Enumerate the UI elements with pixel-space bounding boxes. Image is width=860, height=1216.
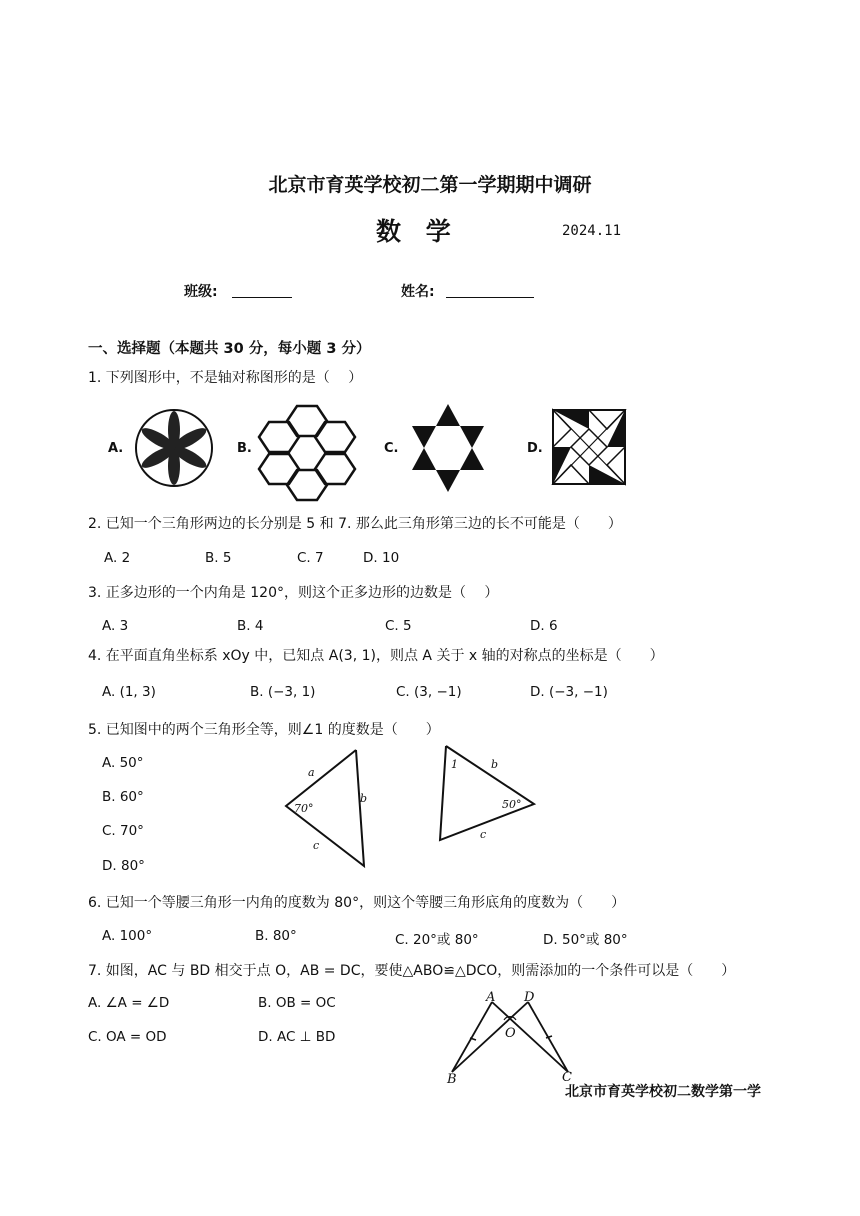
point-c-label: C <box>562 1070 572 1085</box>
q5-option-b: B. 60° <box>102 789 144 805</box>
q5-option-a: A. 50° <box>102 755 144 771</box>
angle-1-label: 1 <box>451 758 458 771</box>
q3-option-a: A. 3 <box>102 618 129 634</box>
q7-option-b: B. OB = OC <box>258 995 336 1011</box>
q5-option-d: D. 80° <box>102 858 145 874</box>
q6-option-c: C. 20°或 80° <box>395 932 479 948</box>
q6-option-b: B. 80° <box>255 928 297 944</box>
q1-option-c-label: C. <box>384 441 399 456</box>
q3-option-b: B. 4 <box>237 618 264 634</box>
question-5: 5. 已知图中的两个三角形全等，则∠1 的度数是（ ） <box>88 722 440 738</box>
star-figure <box>408 402 488 494</box>
question-3: 3. 正多边形的一个内角是 120°，则这个正多边形的边数是（ ） <box>88 585 499 601</box>
q4-option-b: B. (−3, 1) <box>250 684 316 700</box>
q2-option-a: A. 2 <box>104 550 131 566</box>
point-o-label: O <box>505 1026 516 1041</box>
class-blank[interactable] <box>232 279 292 298</box>
side-c-label: c <box>313 839 320 852</box>
flower-figure <box>134 408 214 488</box>
q4-option-a: A. (1, 3) <box>102 684 156 700</box>
q3-option-d: D. 6 <box>530 618 558 634</box>
question-7: 7. 如图，AC 与 BD 相交于点 O，AB = DC，要使△ABO≌△DCO，则需添加的一个条件可以是（ ） <box>88 963 736 979</box>
class-label: 班级: <box>184 284 218 300</box>
point-d-label: D <box>524 990 535 1005</box>
question-2: 2. 已知一个三角形两边的长分别是 5 和 7. 那么此三角形第三边的长不可能是（ ） <box>88 516 622 532</box>
q2-option-c: C. 7 <box>297 550 324 566</box>
footer-text: 北京市育英学校初二数学第一学 <box>565 1084 761 1100</box>
exam-date: 2024.11 <box>562 223 622 239</box>
question-6: 6. 已知一个等腰三角形一内角的度数为 80°，则这个等腰三角形底角的度数为（ ） <box>88 895 626 911</box>
name-label: 姓名: <box>401 284 435 300</box>
hexagon-ring-figure <box>260 404 355 494</box>
point-a-label: A <box>486 990 496 1005</box>
q4-option-d: D. (−3, −1) <box>530 684 608 700</box>
side-c2-label: c <box>480 828 487 841</box>
q7-option-d: D. AC ⊥ BD <box>258 1029 336 1045</box>
side-b2-label: b <box>491 758 499 771</box>
q2-option-d: D. 10 <box>363 550 400 566</box>
q4-option-c: C. (3, −1) <box>396 684 462 700</box>
exam-title: 北京市育英学校初二第一学期期中调研 <box>268 174 592 196</box>
angle-50-label: 50° <box>502 798 522 811</box>
subject-title: 数 学 <box>376 217 459 246</box>
question-1: 1. 下列图形中，不是轴对称图形的是（ ） <box>88 370 363 386</box>
angle-70-label: 70° <box>294 802 314 815</box>
q1-option-b-label: B. <box>237 441 252 456</box>
pinwheel-figure <box>552 409 626 485</box>
q2-option-b: B. 5 <box>205 550 232 566</box>
section-heading: 一、选择题（本题共 30 分，每小题 3 分） <box>88 341 371 357</box>
q5-option-c: C. 70° <box>102 823 144 839</box>
side-b-label: b <box>360 792 368 805</box>
q7-option-c: C. OA = OD <box>88 1029 167 1045</box>
q6-option-d: D. 50°或 80° <box>543 932 628 948</box>
q3-option-c: C. 5 <box>385 618 412 634</box>
q7-option-a: A. ∠A = ∠D <box>88 995 170 1011</box>
point-b-label: B <box>447 1072 457 1087</box>
q6-option-a: A. 100° <box>102 928 153 944</box>
question-4: 4. 在平面直角坐标系 xOy 中，已知点 A(3, 1)，则点 A 关于 x 轴的对称点的坐标是（ ） <box>88 648 664 664</box>
q1-option-d-label: D. <box>527 441 543 456</box>
side-a-label: a <box>308 766 315 779</box>
q1-option-a-label: A. <box>108 441 124 456</box>
name-blank[interactable] <box>446 279 534 298</box>
